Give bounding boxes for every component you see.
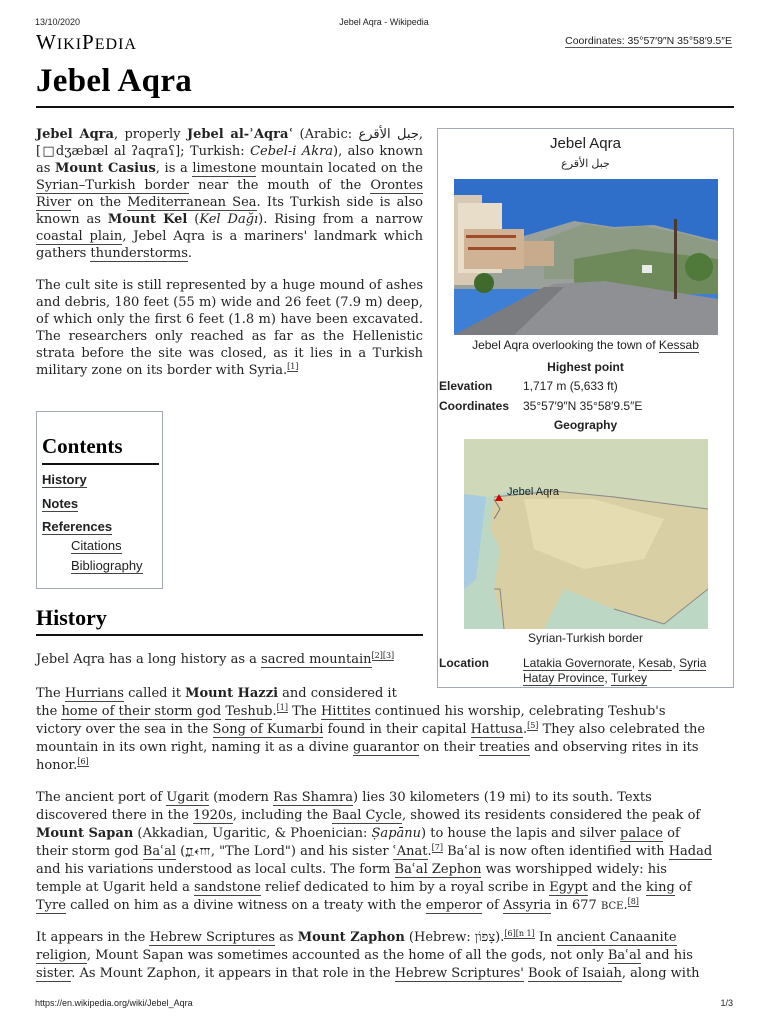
toc-item-notes[interactable] <box>42 496 78 511</box>
location-map[interactable] <box>464 439 708 629</box>
link-hebrew-scriptures[interactable]: Hebrew Scriptures <box>149 930 276 945</box>
link-ras-shamra[interactable]: Ras Shamra <box>273 790 354 805</box>
text: Baʿal is now often identified with <box>443 844 669 859</box>
logo-part: EDIA <box>94 36 137 53</box>
separator: , <box>604 671 611 685</box>
citation-ref[interactable]: [8] <box>627 897 639 906</box>
text: on the <box>71 195 128 210</box>
title-divider <box>36 106 734 108</box>
text: The <box>287 704 321 719</box>
link-latakia[interactable]: Latakia Governorate <box>523 656 632 670</box>
separator: , <box>631 656 639 670</box>
ipa: □dʒæbæl al ʔaqraʕ <box>41 144 176 159</box>
text: ]; Turkish: <box>175 144 251 159</box>
text: their storm god <box>36 844 143 859</box>
location-label: Location <box>439 656 489 670</box>
separator: , <box>672 656 680 670</box>
text: discovered there in the <box>36 808 194 823</box>
text: as <box>275 930 298 945</box>
text: of <box>663 826 680 841</box>
link-1920s[interactable]: 1920s <box>193 808 233 823</box>
citation-ref[interactable]: [6][n 1] <box>504 929 535 938</box>
history-paragraph-3-line-6 <box>36 879 733 896</box>
link-sister[interactable]: sister <box>36 966 72 981</box>
logo-part: W <box>36 30 57 54</box>
print-header <box>35 17 733 29</box>
section-divider <box>36 634 423 636</box>
infobox-arabic-name: جبل الأقرع <box>561 158 610 170</box>
history-paragraph-2-line-5 <box>36 757 733 774</box>
toc-item-label[interactable]: Notes <box>42 496 79 511</box>
text: The ancient port of <box>36 790 167 805</box>
text: and his <box>641 948 693 963</box>
text: In <box>534 930 557 945</box>
text: , along with <box>621 966 700 981</box>
caption-text: Jebel Aqra overlooking the town of <box>472 338 659 352</box>
text: in 677 <box>551 898 601 913</box>
logo-part: IKI <box>56 36 83 53</box>
history-paragraph-3-line-1 <box>36 789 733 806</box>
italic-name: Kel Dağı <box>199 212 259 227</box>
text: (modern <box>208 790 274 805</box>
toc-item-label[interactable]: Citations <box>71 538 122 553</box>
link-song-of-kumarbi[interactable]: Song of Kumarbi <box>212 722 324 737</box>
highest-point-header: Highest point <box>547 360 624 374</box>
link-treaties[interactable]: treaties <box>479 740 530 755</box>
text: called it <box>123 686 186 701</box>
toc-item-label[interactable]: References <box>42 519 113 534</box>
link-emperor[interactable]: emperor <box>425 898 483 913</box>
infobox <box>437 128 734 688</box>
link-baal-zephon[interactable]: Baʿal Zephon <box>394 862 482 877</box>
history-paragraph-2-line-3: victory over the sea in the Song of Kumarbi found in their capital Hattusa.[5] They also celebrated the <box>36 721 706 737</box>
location-line-2 <box>523 671 647 685</box>
link-kessab[interactable]: Kessab <box>658 338 699 352</box>
bold-name: Mount Hazzi <box>185 686 279 701</box>
text: of <box>674 880 692 895</box>
link-anat[interactable]: ʿAnat <box>392 844 428 859</box>
link-king[interactable]: king <box>646 880 675 895</box>
coordinates-label: Coordinates <box>439 399 510 413</box>
link-kesab[interactable]: Kesab <box>638 656 673 670</box>
history-paragraph-4-line-3 <box>36 965 733 982</box>
bold-name: Mount Kel <box>107 212 188 227</box>
text: , is a <box>155 161 193 176</box>
link-guarantor[interactable]: guarantor <box>352 740 420 755</box>
top-coordinates[interactable] <box>565 35 732 47</box>
text: , showed its residents considered the peak of <box>401 808 701 823</box>
link-orontes[interactable]: Orontes River <box>36 178 424 210</box>
toc-item-citations[interactable] <box>71 538 122 553</box>
page-number: 1/3 <box>720 998 733 1008</box>
text: The cult site is still represented by a huge mound of ashes and debris, 180 feet (55 m) wide and 26 feet (7.9 m) deep, of which only the first 6 feet (1.8 m) have been excavated. The researchers only reached as far as the Hellenistic strata before the site was closed, as it lies in a Turkish military zone on its border with Syria. <box>36 278 423 378</box>
link-ancient-canaanite[interactable]: ancient Canaanite <box>556 930 677 945</box>
link-hebrew-scriptures[interactable]: Hebrew Scriptures' <box>394 966 524 981</box>
text: honor. <box>36 758 78 773</box>
citation-ref[interactable]: [1] <box>276 703 288 712</box>
link-book-of-isaiah[interactable]: Book of Isaiah <box>528 966 622 981</box>
history-paragraph-3-line-5 <box>36 861 733 878</box>
toc-item-history[interactable] <box>42 472 87 487</box>
link-religion[interactable]: religion <box>36 948 87 963</box>
link-turkey[interactable]: Turkey <box>610 671 648 685</box>
photo-caption <box>438 338 733 352</box>
text: relief dedicated to him by a royal scribe in <box>260 880 550 895</box>
page-url: https://en.wikipedia.org/wiki/Jebel_Aqra <box>35 998 193 1008</box>
toc-divider <box>42 463 159 465</box>
era-abbrev: BCE <box>600 901 624 912</box>
link-hatay[interactable]: Hatay Province <box>523 671 605 685</box>
text: . As Mount Zaphon, it appears in that role in the <box>71 966 395 981</box>
link-coastal-plain[interactable]: coastal plain <box>36 229 123 244</box>
text: ( <box>176 844 186 859</box>
citation-ref[interactable]: [2][3] <box>371 651 395 660</box>
link-ugarit[interactable]: Ugarit <box>166 790 209 805</box>
history-paragraph-3-line-7 <box>36 897 733 915</box>
text: ), also known as <box>36 144 424 176</box>
link-egypt[interactable]: Egypt <box>549 880 588 895</box>
text: (Hebrew: <box>404 930 475 945</box>
history-paragraph-4-line-2 <box>36 947 733 964</box>
link-border[interactable]: Syrian–Turkish border <box>36 178 190 193</box>
infobox-title: Jebel Aqra <box>550 135 621 152</box>
mountain-photo[interactable] <box>454 179 718 335</box>
link-teshub[interactable]: Teshub <box>225 704 273 719</box>
toc-item-label[interactable]: History <box>42 472 87 487</box>
print-footer <box>35 998 733 1010</box>
link-tyre[interactable]: Tyre <box>36 898 66 913</box>
map-caption: Syrian-Turkish border <box>528 631 643 645</box>
toc-item-bibliography[interactable] <box>71 558 143 573</box>
toc-item-references[interactable] <box>42 519 112 534</box>
citation-ref[interactable]: [7] <box>431 843 443 852</box>
link-hittites[interactable]: Hittites <box>320 704 371 719</box>
text: . <box>623 898 628 913</box>
text: continued his worship, celebrating Teshub's <box>370 704 666 719</box>
link-storm-god[interactable]: home of their storm god <box>61 704 222 719</box>
text: Jebel Aqra has a long history as a <box>36 652 262 667</box>
text: It appears in the <box>36 930 150 945</box>
lead-paragraph-2 <box>36 277 423 379</box>
link-sacred-mountain[interactable]: sacred mountain <box>261 652 372 667</box>
citation-ref[interactable]: [1] <box>287 362 299 371</box>
table-of-contents <box>36 411 163 589</box>
text: ). Rising from a narrow <box>258 212 423 227</box>
logo-part: P <box>82 30 95 54</box>
text: temple at Ugarit held a <box>36 880 194 895</box>
link-baal[interactable]: Baʿal <box>607 948 642 963</box>
link-baal-cycle[interactable]: Baal Cycle <box>332 808 402 823</box>
bold-name: Mount Sapan <box>36 826 134 841</box>
link-baal[interactable]: Baʿal <box>142 844 177 859</box>
section-heading-history: History <box>36 605 107 630</box>
text: , Mount Sapan was sometimes accounted as the home of all the gods, not only <box>86 948 608 963</box>
coordinates-value[interactable]: 35°57′9″N 35°58′9.5″E <box>523 399 643 413</box>
page-title: Jebel Aqra <box>36 63 193 99</box>
italic-name: Cebel-i Akra <box>250 144 334 159</box>
text: ( <box>187 212 200 227</box>
text: and observing rites in its <box>529 740 699 755</box>
ugaritic-text: 𐎁𐎓𐎍 <box>185 844 211 859</box>
text: . Its Turkish side is also known as <box>36 195 423 227</box>
text: mountain in its own right, naming it as a divine <box>36 740 353 755</box>
link-sandstone[interactable]: sandstone <box>193 880 261 895</box>
text: , Jebel Aqra is a mariners' landmark which gathers <box>36 229 423 261</box>
link-mediterranean[interactable]: Mediterranean Sea <box>127 195 257 210</box>
history-paragraph-4-line-1 <box>36 929 733 946</box>
text: victory over the sea in the <box>36 722 213 737</box>
text: was worshipped widely: his <box>481 862 667 877</box>
hebrew-text: צָפוֹן <box>474 930 496 945</box>
citation-ref[interactable]: [6] <box>77 757 89 766</box>
geography-header: Geography <box>553 418 618 432</box>
text: and his variations understood as local cults. The form <box>36 862 395 877</box>
map-marker-label: Jebel Aqra <box>507 486 559 498</box>
link-assyria[interactable]: Assyria <box>503 898 552 913</box>
text: , properly <box>113 127 187 142</box>
history-paragraph-2-line-1 <box>36 685 423 702</box>
text: , "The Lord") and his sister <box>210 844 393 859</box>
link-hurrians[interactable]: Hurrians <box>64 686 124 701</box>
wikipedia-logo[interactable] <box>36 30 137 55</box>
history-paragraph-2-line-2: the home of their storm god Teshub.[1] The Hittites continued his worship, celebrating Teshub's <box>36 703 666 719</box>
text: , including the <box>232 808 333 823</box>
text: near the mouth of the <box>189 178 371 193</box>
text: ). <box>495 930 505 945</box>
citation-ref[interactable]: [5] <box>527 721 539 730</box>
history-paragraph-1 <box>36 651 423 668</box>
text: . <box>187 246 193 261</box>
link-limestone[interactable]: limestone <box>192 161 257 176</box>
text: The <box>36 686 65 701</box>
elevation-label: Elevation <box>439 379 493 393</box>
history-paragraph-3-line-4: their storm god Baʿal (𐎁𐎓𐎍, "The Lord") and his sister ʿAnat.[7] Baʿal is now often identified with Hadad <box>36 843 713 859</box>
link-syria[interactable]: Syria <box>679 656 707 670</box>
text: They also celebrated the <box>538 722 706 737</box>
italic-name: Ṣapānu <box>371 826 422 841</box>
location-line-1 <box>523 656 706 670</box>
toc-title: Contents <box>42 434 123 458</box>
link-hadad[interactable]: Hadad <box>668 844 713 859</box>
bold-name: Mount Zaphon <box>297 930 405 945</box>
text: called on him as a divine witness on a treaty with the <box>65 898 426 913</box>
text: (Akkadian, Ugaritic, & Phoenician: <box>133 826 372 841</box>
text: of <box>482 898 503 913</box>
top-coordinates-link[interactable]: Coordinates: 35°57′9″N 35°58′9.5″E <box>565 35 732 47</box>
bold-name: Jebel al-ʾAqraʿ <box>186 127 294 142</box>
link-thunderstorms[interactable]: thunderstorms <box>90 246 188 261</box>
text: the <box>36 704 62 719</box>
elevation-value: 1,717 m (5,633 ft) <box>523 379 618 393</box>
history-paragraph-2-line-4 <box>36 739 733 756</box>
text: and the <box>587 880 647 895</box>
link-palace[interactable]: palace <box>620 826 664 841</box>
link-hattusa[interactable]: Hattusa <box>470 722 523 737</box>
history-paragraph-3-line-2 <box>36 807 733 824</box>
text: ) lies 30 kilometers (19 mi) to its south. Texts <box>353 790 652 805</box>
text: found in their capital <box>323 722 471 737</box>
text: and considered it <box>278 686 397 701</box>
print-title: Jebel Aqra - Wikipedia <box>339 17 429 27</box>
history-paragraph-3-line-3 <box>36 825 733 842</box>
print-date: 13/10/2020 <box>35 17 81 27</box>
text: on their <box>419 740 480 755</box>
toc-item-label[interactable]: Bibliography <box>71 558 143 573</box>
bold-name: Jebel Aqra <box>36 127 114 142</box>
text: (Arabic: جبل الأقرع, [ <box>36 127 423 159</box>
lead-paragraph-1 <box>36 126 423 262</box>
bold-name: Mount Casius <box>55 161 156 176</box>
text: ) to house the lapis and silver <box>421 826 621 841</box>
text: mountain located on the <box>256 161 423 176</box>
